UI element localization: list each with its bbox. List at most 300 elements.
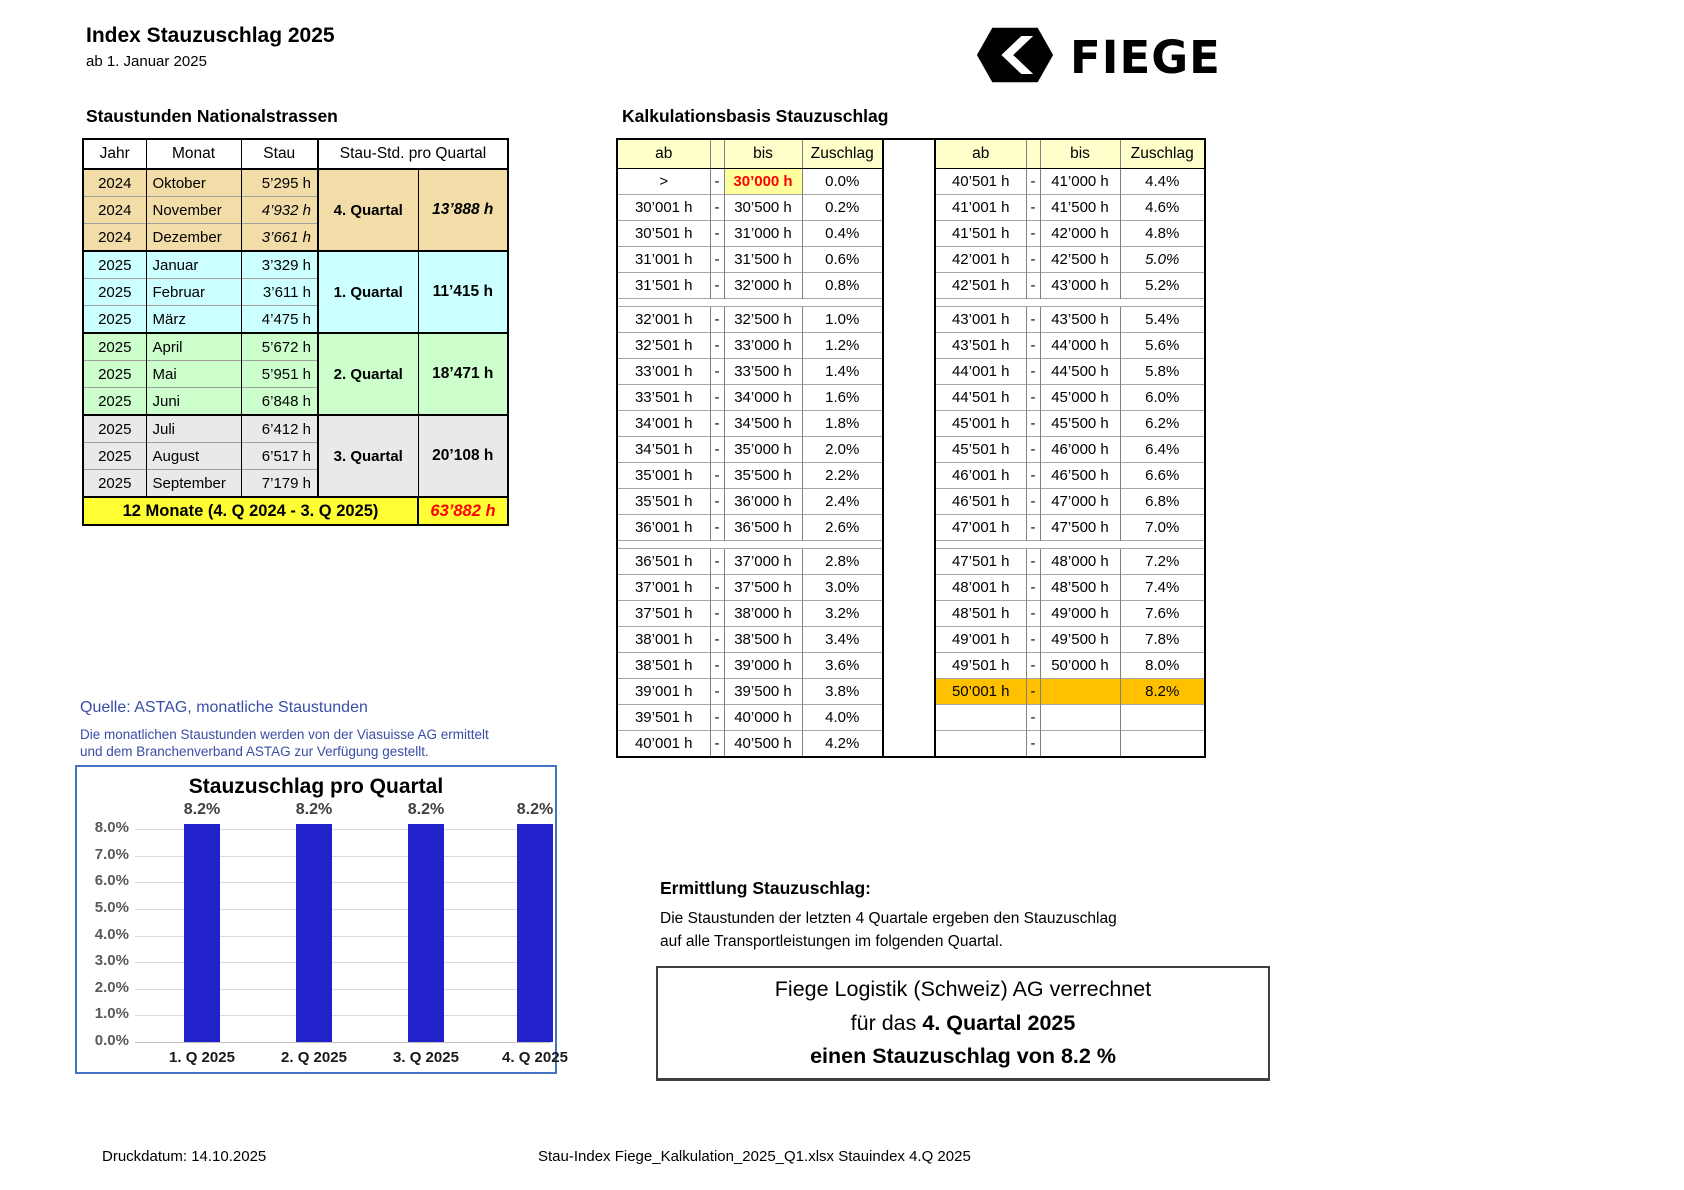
range-row: [618, 515, 882, 541]
zuschlag-cell: 0.0%: [802, 169, 882, 195]
total-label-cell: 12 Monate (4. Q 2024 - 3. Q 2025): [84, 497, 418, 524]
y-axis-tick: 6.0%: [94, 872, 129, 890]
header-row: [618, 140, 882, 169]
range-from-cell: [936, 705, 1026, 731]
print-date: Druckdatum: 14.10.2025: [102, 1148, 267, 1165]
zuschlag-cell: 5.4%: [1120, 307, 1204, 333]
year-cell: 2024: [84, 169, 146, 197]
range-row: [618, 307, 882, 333]
fiege-logo: [976, 26, 1221, 89]
range-to-cell: 30’500 h: [724, 195, 802, 221]
dash-cell: -: [710, 333, 724, 359]
column-header: Stau-Std. pro Quartal: [318, 140, 507, 169]
spacer-row: [936, 541, 1204, 549]
spacer-cell: [936, 299, 1204, 307]
range-to-cell: 46’500 h: [1040, 463, 1120, 489]
year-cell: 2025: [84, 388, 146, 416]
range-from-cell: 37’001 h: [618, 575, 710, 601]
range-from-cell: 44’001 h: [936, 359, 1026, 385]
zuschlag-cell: 6.2%: [1120, 411, 1204, 437]
dash-cell: -: [710, 627, 724, 653]
dash-cell: -: [1026, 307, 1040, 333]
total-row: [84, 497, 507, 524]
dash-cell: -: [710, 601, 724, 627]
column-header: Jahr: [84, 140, 146, 169]
stau-hours-cell: 6’848 h: [241, 388, 318, 416]
dash-cell: -: [1026, 195, 1040, 221]
chart-bar: [517, 824, 553, 1042]
quartal-total-cell: 13’888 h: [418, 169, 507, 251]
dash-cell: -: [1026, 653, 1040, 679]
zuschlag-cell: [1120, 731, 1204, 757]
range-from-cell: 45’001 h: [936, 411, 1026, 437]
dash-cell: -: [710, 247, 724, 273]
chart-title: Stauzuschlag pro Quartal: [188, 775, 444, 798]
dash-cell: -: [1026, 515, 1040, 541]
x-axis-tick: 1. Q 2025: [169, 1049, 235, 1066]
stau-hours-cell: 5’951 h: [241, 361, 318, 388]
chart-bar: [296, 824, 332, 1042]
range-to-cell: 50’000 h: [1040, 653, 1120, 679]
header-row: [84, 140, 507, 169]
dash-cell: -: [710, 549, 724, 575]
kalkulation-table2: [936, 140, 1204, 756]
spacer-cell: [618, 299, 882, 307]
dash-cell: -: [1026, 437, 1040, 463]
year-cell: 2025: [84, 470, 146, 498]
zuschlag-cell: 6.0%: [1120, 385, 1204, 411]
range-row: [618, 221, 882, 247]
zuschlag-cell: 0.8%: [802, 273, 882, 299]
range-row: [936, 679, 1204, 705]
zuschlag-cell: 2.8%: [802, 549, 882, 575]
x-axis-tick: 4. Q 2025: [502, 1049, 568, 1066]
bar-data-label: 8.2%: [407, 800, 445, 818]
range-to-cell: 43’000 h: [1040, 273, 1120, 299]
zuschlag-cell: 7.2%: [1120, 549, 1204, 575]
x-axis-tick: 2. Q 2025: [281, 1049, 347, 1066]
quartal-label-cell: 4. Quartal: [318, 169, 418, 251]
month-cell: Dezember: [146, 224, 241, 252]
zuschlag-cell: 7.0%: [1120, 515, 1204, 541]
range-to-cell: 31’500 h: [724, 247, 802, 273]
range-to-cell: 45’000 h: [1040, 385, 1120, 411]
range-from-cell: 44’501 h: [936, 385, 1026, 411]
range-row: [618, 463, 882, 489]
range-row: [936, 575, 1204, 601]
page-title: Index Stauzuschlag 2025: [86, 24, 335, 47]
zuschlag-cell: 5.2%: [1120, 273, 1204, 299]
range-row: [936, 385, 1204, 411]
quartal-bar-chart: [75, 765, 568, 1074]
range-row: [618, 359, 882, 385]
range-row: [936, 705, 1204, 731]
stau-hours-cell: 5’672 h: [241, 333, 318, 361]
dash-cell: -: [1026, 575, 1040, 601]
range-row: [936, 359, 1204, 385]
column-header: bis: [724, 140, 802, 169]
range-to-cell: 43’500 h: [1040, 307, 1120, 333]
range-row: [936, 549, 1204, 575]
result-line3-pre: einen Stauzuschlag von: [810, 1044, 1061, 1069]
range-to-cell: 46’000 h: [1040, 437, 1120, 463]
ermittlung-text2: auf alle Transportleistungen im folgenden Quartal.: [660, 933, 1003, 950]
range-from-cell: 34’001 h: [618, 411, 710, 437]
quartal-label-cell: 2. Quartal: [318, 333, 418, 415]
zuschlag-cell: 5.8%: [1120, 359, 1204, 385]
kalkulation-table1-wrap: [616, 138, 884, 758]
dash-cell: -: [1026, 359, 1040, 385]
ermittlung-heading: Ermittlung Stauzuschlag:: [660, 878, 871, 898]
year-cell: 2024: [84, 197, 146, 224]
dash-cell: -: [1026, 679, 1040, 705]
x-axis-tick: 3. Q 2025: [393, 1049, 459, 1066]
stau-hours-cell: 3’329 h: [241, 251, 318, 279]
month-cell: September: [146, 470, 241, 498]
dash-cell: -: [710, 575, 724, 601]
dash-cell: -: [1026, 489, 1040, 515]
chart-bar: [184, 824, 220, 1042]
y-axis-tick: 3.0%: [94, 952, 129, 970]
dash-cell: -: [710, 359, 724, 385]
range-from-cell: 36’001 h: [618, 515, 710, 541]
range-row: [936, 731, 1204, 757]
month-cell: Februar: [146, 279, 241, 306]
range-to-cell: 35’000 h: [724, 437, 802, 463]
kalkulation-table1: [618, 140, 882, 756]
spacer-cell: [618, 541, 882, 549]
zuschlag-cell: 1.8%: [802, 411, 882, 437]
dash-cell: -: [1026, 273, 1040, 299]
y-axis-tick: 4.0%: [94, 925, 129, 943]
kalkulation-tables: [616, 138, 1206, 758]
range-to-cell: 34’000 h: [724, 385, 802, 411]
zuschlag-cell: 4.0%: [802, 705, 882, 731]
staustunden-table: [84, 140, 507, 524]
column-header: ab: [936, 140, 1026, 169]
zuschlag-cell: 4.8%: [1120, 221, 1204, 247]
zuschlag-cell: 0.6%: [802, 247, 882, 273]
range-to-cell: 45’500 h: [1040, 411, 1120, 437]
month-cell: Juli: [146, 415, 241, 443]
kalkulation-table-spacer: [884, 138, 934, 758]
column-header: ab: [618, 140, 710, 169]
range-to-cell: 35’500 h: [724, 463, 802, 489]
range-from-cell: 43’001 h: [936, 307, 1026, 333]
range-to-cell: 48’500 h: [1040, 575, 1120, 601]
dash-cell: -: [710, 705, 724, 731]
result-line2-bold: 4. Quartal 2025: [922, 1010, 1076, 1035]
zuschlag-cell: 1.0%: [802, 307, 882, 333]
stau-hours-cell: 6’412 h: [241, 415, 318, 443]
range-to-cell: 30’000 h: [724, 169, 802, 195]
y-axis-tick: 8.0%: [94, 819, 129, 837]
spacer-cell: [936, 541, 1204, 549]
result-line2: [851, 1011, 1076, 1036]
y-axis-tick: 1.0%: [94, 1005, 129, 1023]
column-header: [710, 140, 724, 169]
year-cell: 2025: [84, 306, 146, 334]
range-from-cell: 35’001 h: [618, 463, 710, 489]
range-row: [936, 601, 1204, 627]
range-from-cell: 47’001 h: [936, 515, 1026, 541]
range-from-cell: 49’001 h: [936, 627, 1026, 653]
range-from-cell: 41’501 h: [936, 221, 1026, 247]
range-from-cell: 39’501 h: [618, 705, 710, 731]
stau-hours-cell: 3’611 h: [241, 279, 318, 306]
staustunden-heading: Staustunden Nationalstrassen: [86, 106, 338, 126]
column-header: bis: [1040, 140, 1120, 169]
zuschlag-cell: 0.2%: [802, 195, 882, 221]
range-to-cell: 40’000 h: [724, 705, 802, 731]
range-row: [618, 273, 882, 299]
range-to-cell: 38’500 h: [724, 627, 802, 653]
y-axis-tick: 2.0%: [94, 978, 129, 996]
zuschlag-cell: [1120, 705, 1204, 731]
year-cell: 2025: [84, 415, 146, 443]
dash-cell: -: [1026, 169, 1040, 195]
range-from-cell: 41’001 h: [936, 195, 1026, 221]
stau-hours-cell: 4’932 h: [241, 197, 318, 224]
dash-cell: -: [710, 221, 724, 247]
range-row: [936, 195, 1204, 221]
dash-cell: -: [1026, 247, 1040, 273]
range-from-cell: 47’501 h: [936, 549, 1026, 575]
stau-hours-cell: 7’179 h: [241, 470, 318, 498]
range-row: [618, 437, 882, 463]
range-row: [936, 333, 1204, 359]
spacer-row: [936, 299, 1204, 307]
zuschlag-cell: 5.0%: [1120, 247, 1204, 273]
range-to-cell: 36’500 h: [724, 515, 802, 541]
range-to-cell: 32’500 h: [724, 307, 802, 333]
range-to-cell: 47’000 h: [1040, 489, 1120, 515]
dash-cell: -: [710, 411, 724, 437]
zuschlag-cell: 8.0%: [1120, 653, 1204, 679]
file-reference: Stau-Index Fiege_Kalkulation_2025_Q1.xlsx Stauindex 4.Q 2025: [538, 1148, 971, 1165]
bar-data-label: 8.2%: [183, 800, 221, 818]
stau-hours-cell: 3’661 h: [241, 224, 318, 252]
kalkulation-table2-wrap: [934, 138, 1206, 758]
range-to-cell: 37’500 h: [724, 575, 802, 601]
range-from-cell: 33’001 h: [618, 359, 710, 385]
quartal-label-cell: 1. Quartal: [318, 251, 418, 333]
zuschlag-cell: 4.4%: [1120, 169, 1204, 195]
year-cell: 2025: [84, 279, 146, 306]
range-to-cell: 39’000 h: [724, 653, 802, 679]
range-from-cell: 40’501 h: [951, 173, 1010, 190]
range-from-cell: 45’501 h: [936, 437, 1026, 463]
dash-cell: -: [1026, 385, 1040, 411]
range-to-cell: 34’500 h: [724, 411, 802, 437]
range-to-cell: 36’000 h: [724, 489, 802, 515]
range-row: [936, 169, 1204, 195]
stauzuschlag-result-box: [656, 966, 1270, 1081]
range-row: [936, 307, 1204, 333]
range-from-cell: 32’501 h: [618, 333, 710, 359]
range-row: [936, 653, 1204, 679]
zuschlag-cell: 1.6%: [802, 385, 882, 411]
dash-cell: -: [1026, 549, 1040, 575]
result-line1: Fiege Logistik (Schweiz) AG verrechnet: [774, 976, 1152, 1001]
range-to-cell: [1040, 679, 1120, 705]
zuschlag-cell: 2.6%: [802, 515, 882, 541]
year-cell: 2025: [84, 251, 146, 279]
dash-cell: -: [710, 731, 724, 757]
range-from-cell: 31’501 h: [618, 273, 710, 299]
range-from-cell: 38’001 h: [618, 627, 710, 653]
dash-cell: -: [710, 307, 724, 333]
range-row: [936, 437, 1204, 463]
range-from-cell: 49’501 h: [936, 653, 1026, 679]
range-from-cell: 48’501 h: [936, 601, 1026, 627]
result-line3: [810, 1044, 1116, 1069]
total-value-cell: 63’882 h: [418, 497, 507, 524]
month-row: [84, 169, 507, 197]
range-from-cell: 37’501 h: [618, 601, 710, 627]
range-from-cell: 33’501 h: [618, 385, 710, 411]
zuschlag-cell: 4.6%: [1120, 195, 1204, 221]
dash-cell: -: [710, 169, 724, 195]
quartal-total-cell: 18’471 h: [418, 333, 507, 415]
range-row: [936, 411, 1204, 437]
range-row: [618, 385, 882, 411]
range-from-cell: 46’501 h: [936, 489, 1026, 515]
range-from-cell: 48’001 h: [936, 575, 1026, 601]
month-cell: Juni: [146, 388, 241, 416]
dash-cell: -: [1026, 731, 1040, 757]
dash-cell: -: [710, 679, 724, 705]
range-from-cell: 40’001 h: [618, 731, 710, 757]
range-from-cell: 46’001 h: [936, 463, 1026, 489]
zuschlag-cell: 7.4%: [1120, 575, 1204, 601]
range-row: [936, 221, 1204, 247]
range-from-cell: 35’501 h: [618, 489, 710, 515]
zuschlag-cell: 0.4%: [802, 221, 882, 247]
range-to-cell: [1040, 705, 1120, 731]
quartal-total-cell: 11’415 h: [418, 251, 507, 333]
range-row: [618, 705, 882, 731]
range-to-cell: 32’000 h: [724, 273, 802, 299]
dash-cell: -: [710, 489, 724, 515]
range-row: [618, 411, 882, 437]
range-row: [618, 195, 882, 221]
zuschlag-cell: 3.8%: [802, 679, 882, 705]
y-axis-tick: 7.0%: [94, 845, 129, 863]
fiege-wordmark: FIEGE: [1070, 31, 1221, 84]
year-cell: 2024: [84, 224, 146, 252]
range-to-cell: 37’000 h: [724, 549, 802, 575]
y-axis-tick: 5.0%: [94, 899, 129, 916]
range-from-cell: 34’501 h: [618, 437, 710, 463]
header-row: [936, 140, 1204, 169]
chart-bar: [408, 824, 444, 1042]
range-row: [618, 601, 882, 627]
dash-cell: -: [710, 653, 724, 679]
stau-hours-cell: 6’517 h: [241, 443, 318, 470]
zuschlag-cell: 6.8%: [1120, 489, 1204, 515]
month-cell: November: [146, 197, 241, 224]
range-row: [618, 489, 882, 515]
zuschlag-cell: 2.2%: [802, 463, 882, 489]
range-to-cell: 49’000 h: [1040, 601, 1120, 627]
range-row: [618, 575, 882, 601]
dash-cell: -: [1026, 333, 1040, 359]
range-to-cell: 48’000 h: [1040, 549, 1120, 575]
kalkulation-heading: Kalkulationsbasis Stauzuschlag: [622, 106, 889, 126]
range-from-cell: 36’501 h: [618, 549, 710, 575]
range-to-cell: 31’000 h: [724, 221, 802, 247]
range-to-cell: 40’500 h: [724, 731, 802, 757]
dash-cell: -: [710, 195, 724, 221]
range-from-cell: 30’501 h: [618, 221, 710, 247]
month-cell: Januar: [146, 251, 241, 279]
month-row: [84, 251, 507, 279]
range-to-cell: 41’000 h: [1040, 169, 1120, 195]
range-from-cell: 31’001 h: [618, 247, 710, 273]
range-row: [936, 273, 1204, 299]
zuschlag-cell: 2.0%: [802, 437, 882, 463]
range-to-cell: 42’500 h: [1040, 247, 1120, 273]
zuschlag-cell: 8.2%: [1120, 679, 1204, 705]
month-cell: März: [146, 306, 241, 334]
range-to-cell: 33’500 h: [724, 359, 802, 385]
year-cell: 2025: [84, 361, 146, 388]
range-row: [618, 549, 882, 575]
range-row: [936, 247, 1204, 273]
range-to-cell: 44’500 h: [1040, 359, 1120, 385]
month-cell: August: [146, 443, 241, 470]
range-from-cell: 32’001 h: [618, 307, 710, 333]
dash-cell: -: [710, 385, 724, 411]
zuschlag-cell: 5.6%: [1120, 333, 1204, 359]
dash-cell: -: [1026, 411, 1040, 437]
range-row: [618, 627, 882, 653]
column-header: Zuschlag: [1120, 140, 1204, 169]
range-row: [936, 463, 1204, 489]
range-from-cell: >: [659, 173, 669, 190]
range-row: [936, 489, 1204, 515]
column-header: Stau: [241, 140, 318, 169]
range-from-cell: 30’001 h: [618, 195, 710, 221]
zuschlag-cell: 6.4%: [1120, 437, 1204, 463]
fiege-hexagon-icon: [976, 26, 1054, 89]
column-header: Zuschlag: [802, 140, 882, 169]
range-from-cell: 38’501 h: [618, 653, 710, 679]
dash-cell: -: [1026, 627, 1040, 653]
stau-hours-cell: 5’295 h: [241, 169, 318, 197]
zuschlag-cell: 1.4%: [802, 359, 882, 385]
column-header: Monat: [146, 140, 241, 169]
range-row: [936, 515, 1204, 541]
range-from-cell: [936, 731, 1026, 757]
range-from-cell: 39’001 h: [618, 679, 710, 705]
result-line2-pre: für das: [850, 1010, 923, 1035]
range-row: [618, 169, 882, 195]
zuschlag-cell: 3.4%: [802, 627, 882, 653]
column-header: [1026, 140, 1040, 169]
zuschlag-cell: 3.2%: [802, 601, 882, 627]
range-to-cell: 49’500 h: [1040, 627, 1120, 653]
quartal-label-cell: 3. Quartal: [318, 415, 418, 497]
zuschlag-cell: 1.2%: [802, 333, 882, 359]
zuschlag-cell: 3.6%: [802, 653, 882, 679]
range-to-cell: 38’000 h: [724, 601, 802, 627]
month-cell: Mai: [146, 361, 241, 388]
month-row: [84, 333, 507, 361]
range-row: [618, 247, 882, 273]
chart-gridline: [135, 1042, 551, 1043]
